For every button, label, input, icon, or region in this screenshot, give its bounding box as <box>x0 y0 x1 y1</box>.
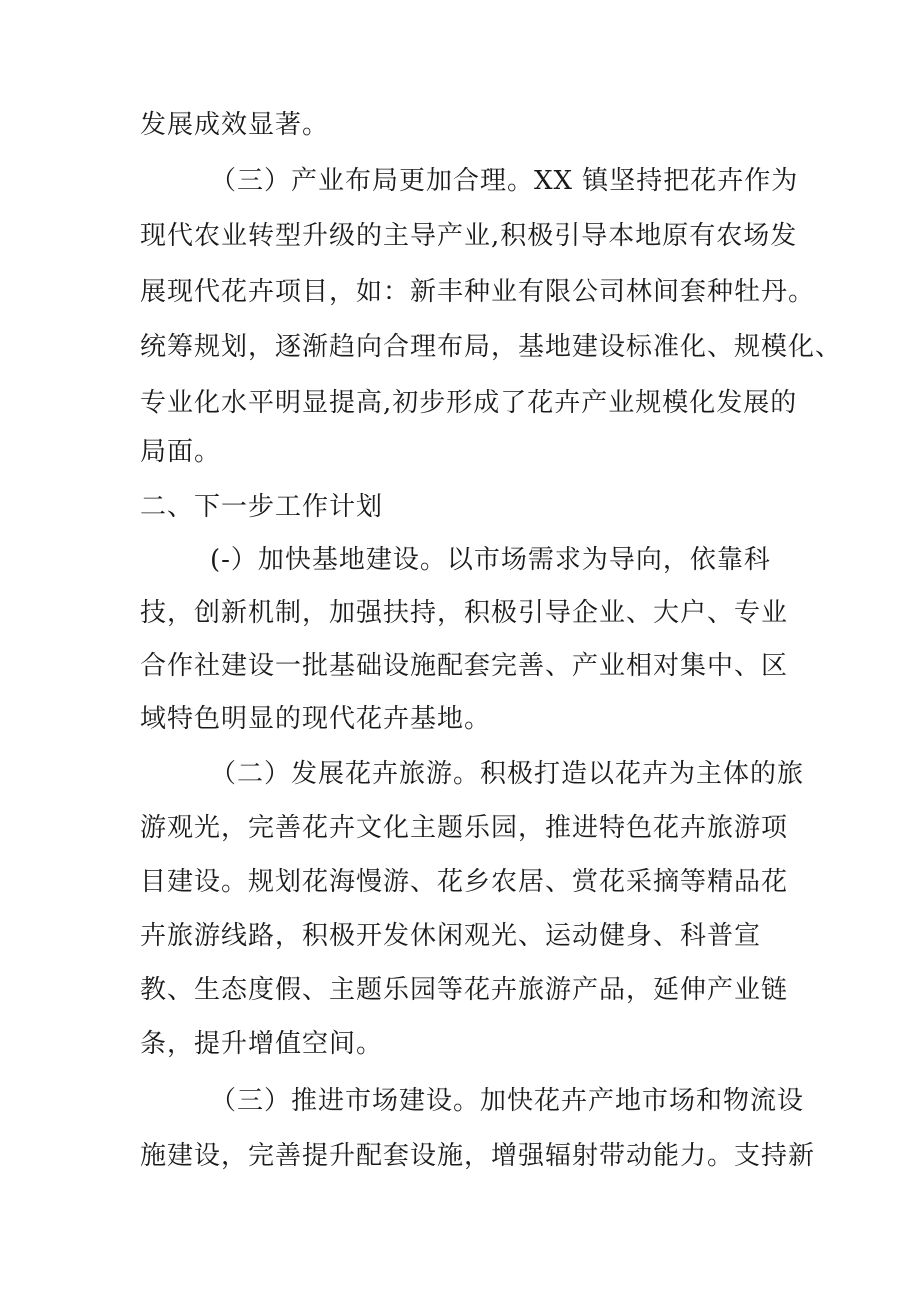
text-line: 域特色明显的现代花卉基地。 <box>140 704 492 734</box>
text-line: 目建设。规划花海慢游、花乡农居、赏花采摘等精品花 <box>140 867 789 897</box>
text-line: 技，创新机制，加强扶持，积极引导企业、大户、专业 <box>140 598 789 628</box>
text-line: 专业化水平明显提高,初步形成了花卉产业规模化发展的 <box>140 388 798 418</box>
text-line: 合作社建设一批基础设施配套完善、产业相对集中、区 <box>140 651 789 681</box>
text-line: 卉旅游线路，积极开发休闲观光、运动健身、科普宣 <box>140 921 762 951</box>
section-heading: 二、下一步工作计划 <box>140 492 384 522</box>
text-line: 教、生态度假、主题乐园等花卉旅游产品，延伸产业链 <box>140 975 789 1005</box>
text-line: (-）加快基地建设。以市场需求为导向，依靠科 <box>210 545 771 575</box>
text-line: 发展成效显著。 <box>140 110 330 140</box>
text-line: 现代农业转型升级的主导产业,积极引导本地原有农场发 <box>140 221 798 251</box>
text-line: 局面。 <box>140 437 222 467</box>
text-line: 展现代花卉项目，如：新丰种业有限公司林间套种牡丹。 <box>140 277 816 307</box>
text-line: （三）推进市场建设。加快花卉产地市场和物流设 <box>210 1086 805 1116</box>
text-line: （三）产业布局更加合理。XX 镇坚持把花卉作为 <box>210 166 799 196</box>
text-line: （二）发展花卉旅游。积极打造以花卉为主体的旅 <box>210 759 805 789</box>
text-line: 条，提升增值空间。 <box>140 1029 384 1059</box>
text-line: 施建设，完善提升配套设施，增强辐射带动能力。支持新 <box>140 1141 816 1171</box>
text-line: 游观光，完善花卉文化主题乐园，推进特色花卉旅游项 <box>140 813 789 843</box>
text-line: 统筹规划，逐渐趋向合理布局，基地建设标准化、规模化、 <box>140 332 843 362</box>
